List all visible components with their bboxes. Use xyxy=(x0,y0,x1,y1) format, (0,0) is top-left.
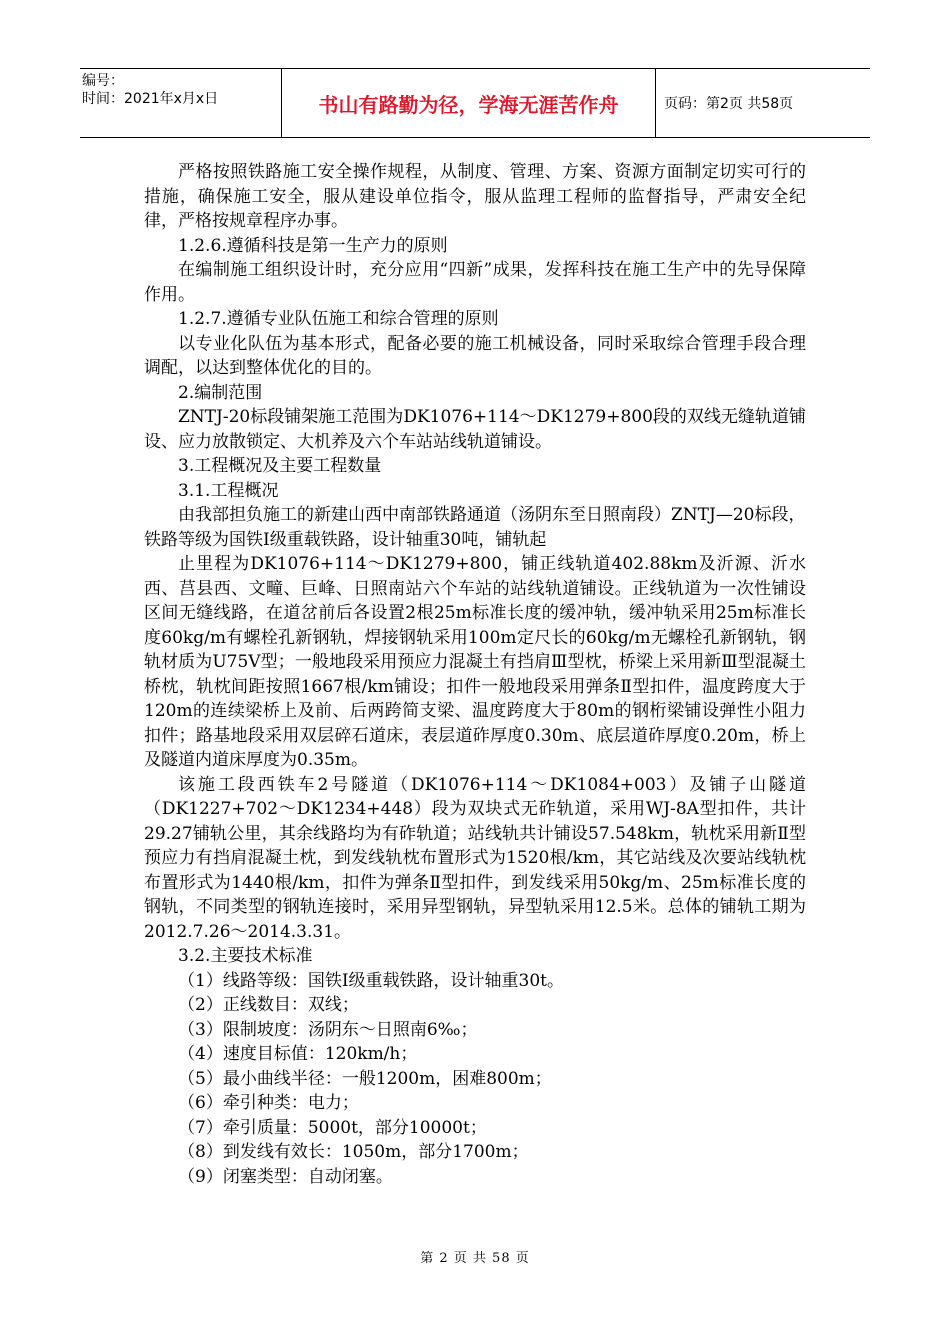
header-motto: 书山有路勤为径，学海无涯苦作舟 xyxy=(281,69,656,137)
page-header xyxy=(80,68,870,138)
list-item: （1）线路等级：国铁Ⅰ级重载铁路，设计轴重30t。 xyxy=(178,970,564,991)
section-heading: 3.工程概况及主要工程数量 xyxy=(178,456,382,476)
header-page-number: 页码：第2页 共58页 xyxy=(664,96,794,112)
section-heading: 2.编制范围 xyxy=(178,382,263,403)
list-item: （7）牵引质量：5000t，部分10000t； xyxy=(178,1117,487,1138)
paragraph: 止里程为DK1076+114～DK1279+800，铺正线轨道402.88km及沂源、沂水西、莒县西、文疃、巨峰、日照南站六个车站的站线轨道铺设。正线轨道为一次性铺设区间无缝线路，在道岔前后各设置2根25m标准长度的缓冲轨，缓冲轨采用25m标准长度60kg/m有螺栓孔新钢轨，焊接钢轨采用100m定尺长的60kg/m无螺栓孔新钢轨，钢轨材质为U75V型；一般地段采用预应力混凝土有挡肩Ⅲ型枕，桥梁上采用新Ⅲ型混凝土桥枕，轨枕间距按照1667根/km铺设；扣件一般地段采用弹条Ⅱ型扣件，温度跨度大于120m的连续梁桥上及前、后两跨简支梁、温度跨度大于80m的钢桁梁铺设弹性小阻力扣件；路基地段采用双层碎石道床，表层道砟厚度0.30m、底层道砟厚度0.20m，桥上及隧道内道床厚度为0.35m。 xyxy=(144,554,806,770)
list-item: （5）最小曲线半径：一般1200m，困难800m； xyxy=(178,1068,552,1089)
document-date: 时间：2021年x月x日 xyxy=(82,91,219,107)
list-item: （4）速度目标值：120km/h； xyxy=(178,1044,418,1064)
header-meta xyxy=(80,69,281,137)
paragraph: 该施工段西铁车2号隧道（DK1076+114～DK1084+003）及铺子山隧道（DK1227+702～DK1234+448）段为双块式无砟轨道，采用WJ-8A型扣件，共计29.27铺轨公里，其余线路均为有砟轨道；站线轨共计铺设57.548km，轨枕采用新Ⅱ型预应力有挡肩混凝土枕，到发线轨枕布置形式为1520根/km，其它站线及次要站线轨枕布置形式为1440根/km，扣件为弹条Ⅱ型扣件，到发线采用50kg/m、25m标准长度的钢轨，不同类型的钢轨连接时，采用异型钢轨，异型轨采用12.5米。总体的铺轨工期为2012.7.26～2014.3.31。 xyxy=(144,774,806,942)
section-heading: 1.2.6.遵循科技是第一生产力的原则 xyxy=(178,235,448,256)
paragraph: 在编制施工组织设计时，充分应用“四新”成果，发挥科技在施工生产中的先导保障作用。 xyxy=(144,260,806,305)
paragraph: 以专业化队伍为基本形式，配备必要的施工机械设备，同时采取综合管理手段合理调配，以达到整体优化的目的。 xyxy=(144,333,806,378)
paragraph: 严格按照铁路施工安全操作规程，从制度、管理、方案、资源方面制定切实可行的措施，确保施工安全，服从建设单位指令，服从监理工程师的监督指导，严肃安全纪律，严格按规章程序办事。 xyxy=(144,162,806,231)
document-number-label: 编号： xyxy=(82,73,124,89)
document-body xyxy=(144,160,806,1189)
list-item: （9）闭塞类型：自动闭塞。 xyxy=(178,1166,393,1187)
list-item: （8）到发线有效长：1050m，部分1700m； xyxy=(178,1142,529,1162)
list-item: （3）限制坡度：汤阴东～日照南6‰； xyxy=(178,1019,478,1040)
page-footer: 第 2 页 共 58 页 xyxy=(420,1251,530,1266)
section-heading: 3.2.主要技术标准 xyxy=(178,946,313,966)
list-item: （2）正线数目：双线； xyxy=(178,995,359,1015)
paragraph: 由我部担负施工的新建山西中南部铁路通道（汤阴东至日照南段）ZNTJ—20标段，铁路等级为国铁Ⅰ级重载铁路，设计轴重30吨，铺轨起 xyxy=(144,505,806,550)
section-heading: 3.1.工程概况 xyxy=(178,480,279,501)
list-item: （6）牵引种类：电力； xyxy=(178,1093,359,1113)
paragraph: ZNTJ-20标段铺架施工范围为DK1076+114～DK1279+800段的双线无缝轨道铺设、应力放散锁定、大机养及六个车站站线轨道铺设。 xyxy=(144,407,806,452)
section-heading: 1.2.7.遵循专业队伍施工和综合管理的原则 xyxy=(178,309,499,329)
